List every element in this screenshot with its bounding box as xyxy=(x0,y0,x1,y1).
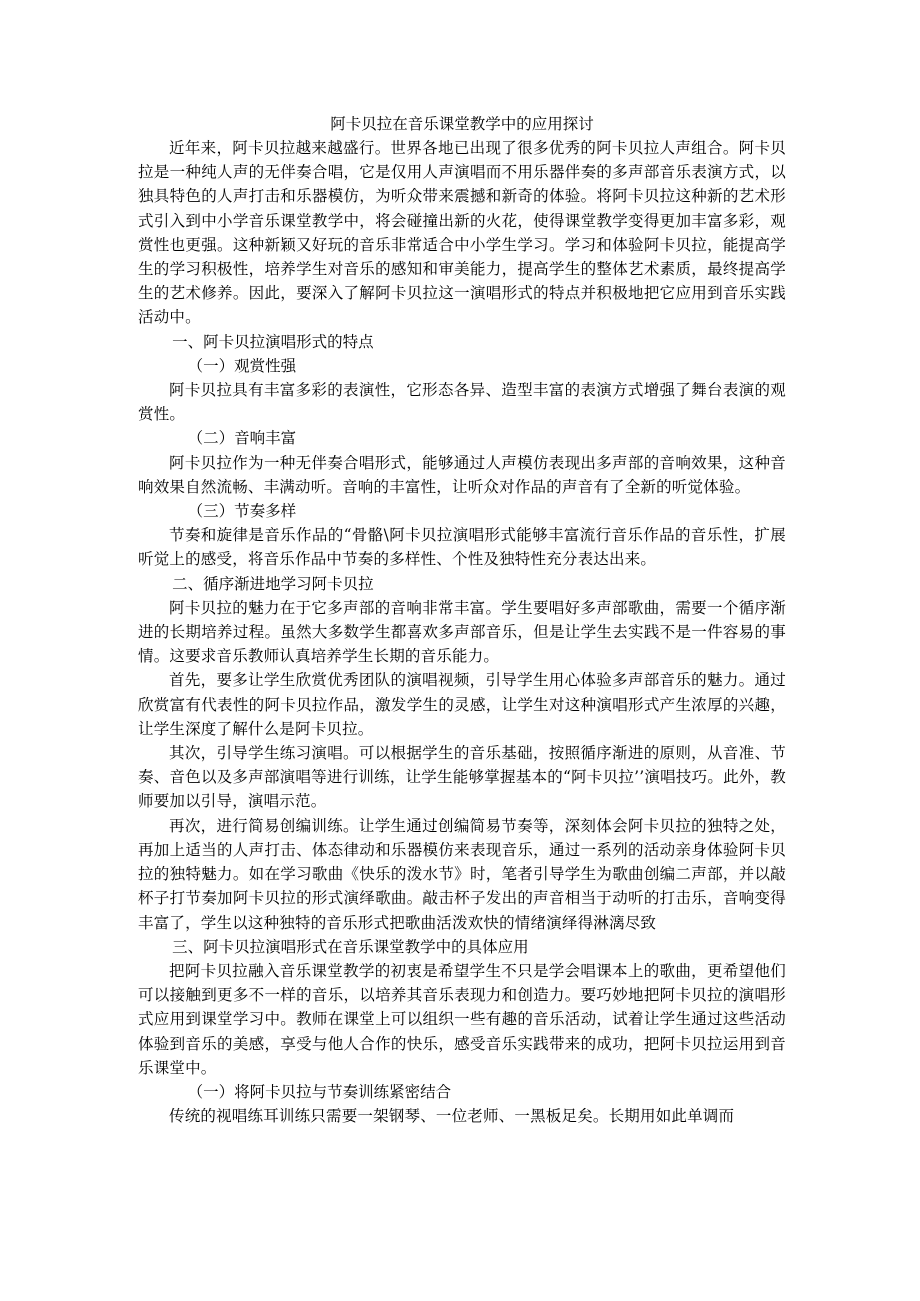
section-heading: 三、阿卡贝拉演唱形式在音乐课堂教学中的具体应用 xyxy=(172,937,529,956)
subsection-heading: （二）音响丰富 xyxy=(187,429,297,448)
section-heading: 二、循序渐进地学习阿卡贝拉 xyxy=(172,574,374,593)
subsection-heading: （一）将阿卡贝拉与节奏训练紧密结合 xyxy=(187,1082,452,1101)
paragraph: 阿卡贝拉具有丰富多彩的表演性，它形态各异、造型丰富的表演方式增强了舞台表演的观赏性。 xyxy=(138,381,786,424)
paragraph: 阿卡贝拉的魅力在于它多声部的音响非常丰富。学生要唱好多声部歌曲，需要一个循序渐进的长期培养过程。虽然大多数学生都喜欢多声部音乐，但是让学生去实践不是一件容易的事情。这要求音乐教师认真培养学生长期的音乐能力。 xyxy=(138,598,786,666)
paragraph: 首先，要多让学生欣赏优秀团队的演唱视频，引导学生用心体验多声部音乐的魅力。通过欣赏富有代表性的阿卡贝拉作品，激发学生的灵感，让学生对这种演唱形式产生浓厚的兴趣，让学生深度了解什么是阿卡贝拉。 xyxy=(138,671,786,738)
paragraph: 近年来，阿卡贝拉越来越盛行。世界各地已出现了很多优秀的阿卡贝拉人声组合。阿卡贝拉是一种纯人声的无伴奏合唱，它是仅用人声演唱而不用乐器伴奏的多声部音乐表演方式，以独具特色的人声打击和乐器模仿，为听众带来震撼和新奇的体验。将阿卡贝拉这种新的艺术形式引入到中小学音乐课堂教学中，将会碰撞出新的火花，使得课堂教学变得更加丰富多彩，观赏性也更强。这种新颖又好玩的音乐非常适合中小学生学习。学习和体验阿卡贝拉，能提高学生的学习积极性，培养学生对音乐的感知和审美能力，提高学生的整体艺术素质，最终提高学生的艺术修养。因此，要深入了解阿卡贝拉这一演唱形式的特点并积极地把它应用到音乐实践活动中。 xyxy=(138,139,786,327)
paragraph: 阿卡贝拉作为一种无伴奏合唱形式，能够通过人声模仿表现出多声部的音响效果，这种音响效果自然流畅、丰满动听。音响的丰富性，让听众对作品的声音有了全新的听觉体验。 xyxy=(138,453,786,496)
paragraph: 其次，引导学生练习演唱。可以根据学生的音乐基础，按照循序渐进的原则，从音准、节奏、音色以及多声部演唱等进行训练，让学生能够掌握基本的“阿卡贝拉’’演唱技巧。此外，教师要加以引导，演唱示范。 xyxy=(138,744,786,811)
document-title: 阿卡贝拉在音乐课堂教学中的应用探讨 xyxy=(330,115,594,133)
document-body xyxy=(138,136,786,1128)
paragraph: 再次，进行简易创编训练。让学生通过创编简易节奏等，深刻体会阿卡贝拉的独特之处，再加上适当的人声打击、体态律动和乐器模仿来表现音乐，通过一系列的活动亲身体验阿卡贝拉的独特魅力。如在学习歌曲《快乐的泼水节》时，笔者引导学生为歌曲创编二声部，并以敲杯子打节奏加阿卡贝拉的形式演绎歌曲。敲击杯子发出的声音相当于动听的打击乐，音响变得丰富了，学生以这种独特的音乐形式把歌曲活泼欢快的情绪演绎得淋漓尽致 xyxy=(138,816,786,932)
section-heading: 一、阿卡贝拉演唱形式的特点 xyxy=(172,332,374,351)
subsection-heading: （三）节奏多样 xyxy=(187,502,297,521)
document-page xyxy=(138,112,786,1128)
subsection-heading: （一）观赏性强 xyxy=(187,356,297,375)
paragraph: 把阿卡贝拉融入音乐课堂教学的初衷是希望学生不只是学会唱课本上的歌曲，更希望他们可以接触到更多不一样的音乐，以培养其音乐表现力和创造力。要巧妙地把阿卡贝拉的演唱形式应用到课堂学习中。教师在课堂上可以组织一些有趣的音乐活动，试着让学生通过这些活动体验到音乐的美感，享受与他人合作的快乐，感受音乐实践带来的成功，把阿卡贝拉运用到音乐课堂中。 xyxy=(138,961,786,1077)
paragraph: 节奏和旋律是音乐作品的“骨骼\阿卡贝拉演唱形式能够丰富流行音乐作品的音乐性，扩展听觉上的感受，将音乐作品中节奏的多样性、个性及独特性充分表达出来。 xyxy=(138,526,786,569)
paragraph: 传统的视唱练耳训练只需要一架钢琴、一位老师、一黑板足矣。长期用如此单调而 xyxy=(169,1107,735,1126)
